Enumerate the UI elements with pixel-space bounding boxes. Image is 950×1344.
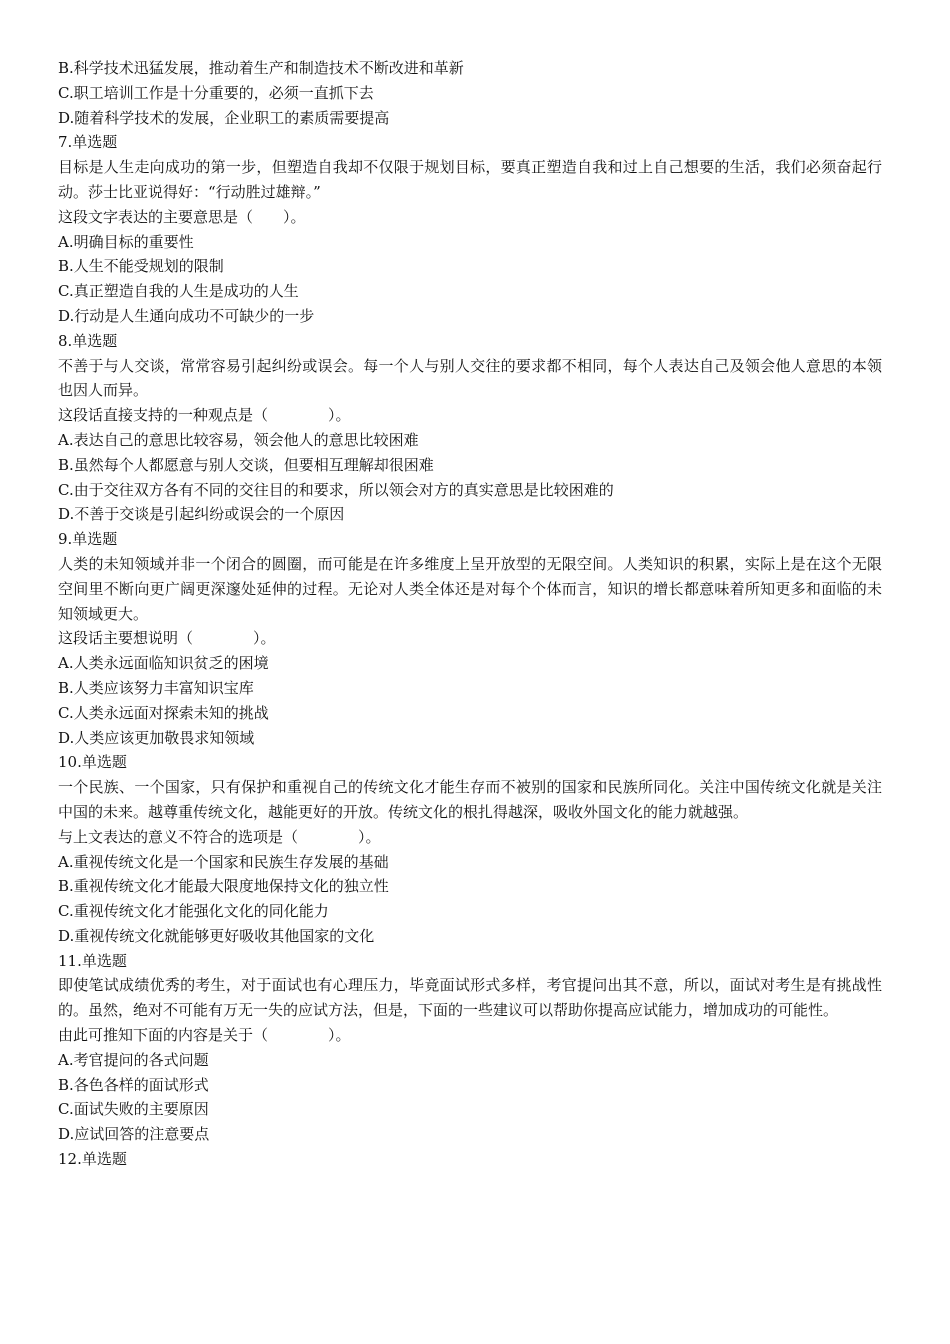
question-passage: 一个民族、一个国家，只有保护和重视自己的传统文化才能生存而不被别的国家和民族所同化。关注中国传统文化就是关注中国的未来。越尊重传统文化，越能更好的开放。传统文化的根扎得越深，吸收外国文化的能力就越强。 bbox=[58, 778, 882, 821]
question-7 bbox=[58, 130, 882, 328]
question-stem: 由此可推知下面的内容是关于（ ）。 bbox=[58, 1026, 351, 1045]
option-c: C.重视传统文化才能强化文化的同化能力 bbox=[58, 902, 329, 921]
option-a: A.人类永远面临知识贫乏的困境 bbox=[58, 654, 269, 673]
option-c: C.由于交往双方各有不同的交往目的和要求，所以领会对方的真实意思是比较困难的 bbox=[58, 480, 614, 499]
question-header: 10.单选题 bbox=[58, 753, 127, 772]
option-b: B.人类应该努力丰富知识宝库 bbox=[58, 678, 254, 697]
option-line: C.职工培训工作是十分重要的，必须一直抓下去 bbox=[58, 83, 374, 102]
option-c: C.真正塑造自我的人生是成功的人生 bbox=[58, 282, 299, 301]
option-b: B.各色各样的面试形式 bbox=[58, 1075, 209, 1094]
option-d: D.行动是人生通向成功不可缺少的一步 bbox=[58, 306, 315, 325]
question-stem: 这段话主要想说明（ ）。 bbox=[58, 629, 276, 648]
option-d: D.人类应该更加敬畏求知领域 bbox=[58, 728, 255, 747]
option-a: A.明确目标的重要性 bbox=[58, 232, 194, 251]
option-b: B.重视传统文化才能最大限度地保持文化的独立性 bbox=[58, 877, 389, 896]
option-b: B.人生不能受规划的限制 bbox=[58, 257, 224, 276]
question-header: 12.单选题 bbox=[58, 1150, 127, 1169]
option-a: A.表达自己的意思比较容易，领会他人的意思比较困难 bbox=[58, 430, 419, 449]
question-11 bbox=[58, 949, 882, 1147]
question-10 bbox=[58, 750, 882, 948]
option-d: D.应试回答的注意要点 bbox=[58, 1125, 210, 1144]
option-a: A.考官提问的各式问题 bbox=[58, 1050, 209, 1069]
option-b: B.虽然每个人都愿意与别人交谈，但要相互理解却很困难 bbox=[58, 455, 434, 474]
option-c: C.人类永远面对探索未知的挑战 bbox=[58, 703, 269, 722]
option-line: B.科学技术迅猛发展，推动着生产和制造技术不断改进和革新 bbox=[58, 59, 464, 77]
option-d: D.不善于交谈是引起纠纷或误会的一个原因 bbox=[58, 505, 345, 524]
option-d: D.重视传统文化就能够更好吸收其他国家的文化 bbox=[58, 926, 375, 945]
option-a: A.重视传统文化是一个国家和民族生存发展的基础 bbox=[58, 852, 389, 871]
question-header: 7.单选题 bbox=[58, 133, 118, 152]
option-c: C.面试失败的主要原因 bbox=[58, 1100, 209, 1119]
option-line: D.随着科学技术的发展，企业职工的素质需要提高 bbox=[58, 108, 390, 127]
question-header: 8.单选题 bbox=[58, 331, 118, 350]
question-passage: 不善于与人交谈，常常容易引起纠纷或误会。每一个人与别人交往的要求都不相同，每个人表达自己及领会他人意思的本领也因人而异。 bbox=[58, 356, 882, 400]
document-page bbox=[58, 56, 882, 1172]
question-header: 9.单选题 bbox=[58, 530, 118, 549]
question-passage: 即使笔试成绩优秀的考生，对于面试也有心理压力，毕竟面试形式多样，考官提问出其不意，所以，面试对考生是有挑战性的。虽然，绝对不可能有万无一失的应试方法，但是，下面的一些建议可以帮助你提高应试能力，增加成功的可能性。 bbox=[58, 976, 882, 1020]
question-header: 11.单选题 bbox=[58, 951, 127, 970]
question-stem: 这段文字表达的主要意思是（ ）。 bbox=[58, 207, 306, 226]
question-passage: 目标是人生走向成功的第一步，但塑造自我却不仅限于规划目标，要真正塑造自我和过上自己想要的生活，我们必须奋起行动。莎士比亚说得好：“行动胜过雄辩。” bbox=[58, 158, 882, 201]
question-9 bbox=[58, 527, 882, 750]
question-8 bbox=[58, 329, 882, 527]
question-stem: 这段话直接支持的一种观点是（ ）。 bbox=[58, 406, 351, 425]
question-passage: 人类的未知领域并非一个闭合的圆圈，而可能是在许多维度上呈开放型的无限空间。人类知识的积累，实际上是在这个无限空间里不断向更广阔更深邃处延伸的过程。无论对人类全体还是对每个个体而言，知识的增长都意味着所知更多和面临的未知领域更大。 bbox=[58, 554, 882, 623]
question-stem: 与上文表达的意义不符合的选项是（ ）。 bbox=[58, 827, 381, 846]
